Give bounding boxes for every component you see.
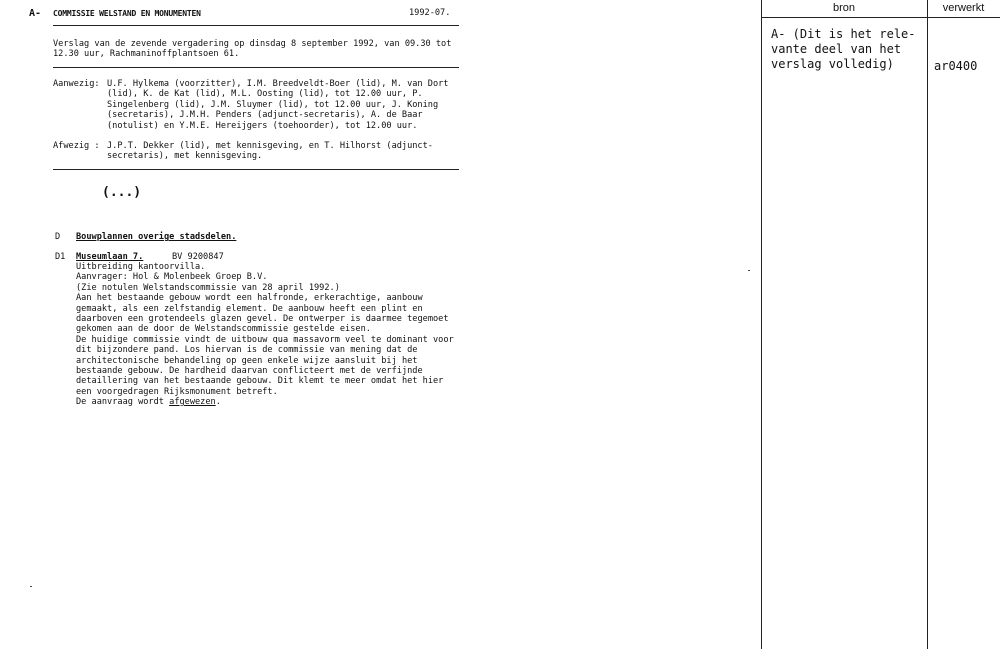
document-header-date: 1992-07. xyxy=(409,8,451,18)
table-column-divider xyxy=(927,0,928,649)
item-address: Museumlaan 7. xyxy=(76,252,144,262)
decision-prefix: De aanvraag wordt xyxy=(76,397,170,407)
column-header-bron: bron xyxy=(832,2,856,14)
decision-suffix: . xyxy=(215,397,221,407)
source-table xyxy=(761,0,1000,649)
present-label: Aanwezig: xyxy=(53,79,100,89)
absent-label: Afwezig : xyxy=(53,141,100,151)
scan-speck xyxy=(30,586,32,587)
section-title: Bouwplannen overige stadsdelen. xyxy=(76,232,237,242)
omission-ellipsis: (...) xyxy=(102,185,142,200)
table-left-border xyxy=(761,0,762,649)
attendance-rule xyxy=(53,169,459,170)
present-list: U.F. Hylkema (voorzitter), I.M. Breedveldt-Boer (lid), M. van Dort (lid), K. de Kat (lid), M.L. Oosting (lid), tot 12.00 uur, P. Singelenberg (lid), J.M. Sluymer (lid), tot 12.00 uur, J. Koning (secretaris), J.M.H. Penders (adjunct-secretaris), A. de Baar (notulist) en Y.M.E. Hereijgers (toehoorder), tot 12.00 uur. xyxy=(107,79,449,131)
absent-list: J.P.T. Dekker (lid), met kennisgeving, en T. Hilhorst (adjunct- secretaris), met kennisgeving. xyxy=(107,141,433,162)
document-header-title: COMMISSIE WELSTAND EN MONUMENTEN xyxy=(53,9,201,18)
source-marker: A- xyxy=(29,8,42,19)
meeting-intro: Verslag van de zevende vergadering op dinsdag 8 september 1992, van 09.30 tot 12.30 uur, Rachmaninoffplantsoen 61. xyxy=(53,39,452,60)
column-header-verwerkt: verwerkt xyxy=(942,2,985,14)
table-header-rule xyxy=(761,17,1000,18)
intro-rule xyxy=(53,67,459,68)
item-code: D1 xyxy=(55,252,66,262)
section-code: D xyxy=(55,232,61,242)
verwerkt-cell: ar0400 xyxy=(934,59,978,73)
header-rule xyxy=(53,25,459,26)
item-reference: BV 9200847 xyxy=(172,252,224,262)
bron-cell: A- (Dit is het rele- vante deel van het verslag volledig) xyxy=(771,27,916,71)
decision-word: afgewezen xyxy=(169,397,216,407)
item-body: Uitbreiding kantoorvilla. Aanvrager: Hol & Molenbeek Groep B.V. (Zie notulen Welstandscommissie van 28 april 1992.) Aan het bestaande gebouw wordt een halfronde, erkerachtige, aanbouw gemaakt, als een zelfstandig element. De aanbouw heeft een plint en daarboven een grotendeels glazen gevel. De ontwerper is daarmee tegemoet gekomen aan de door de Welstandscommissie gestelde eisen. De huidige commissie vindt de uitbouw qua massavorm veel te dominant voor dit bijzondere pand. Los hiervan is de commissie van mening dat de architectonische behandeling op geen enkele wijze aansluit bij het bestaande gebouw. De hardheid daarvan conflicteert met de verfijnde detaillering van het bestaande gebouw. Dit klemt te meer omdat het hier een voorgedragen Rijksmonument betreft. xyxy=(76,262,454,397)
scan-speck xyxy=(748,270,750,271)
item-decision-line xyxy=(76,397,221,407)
